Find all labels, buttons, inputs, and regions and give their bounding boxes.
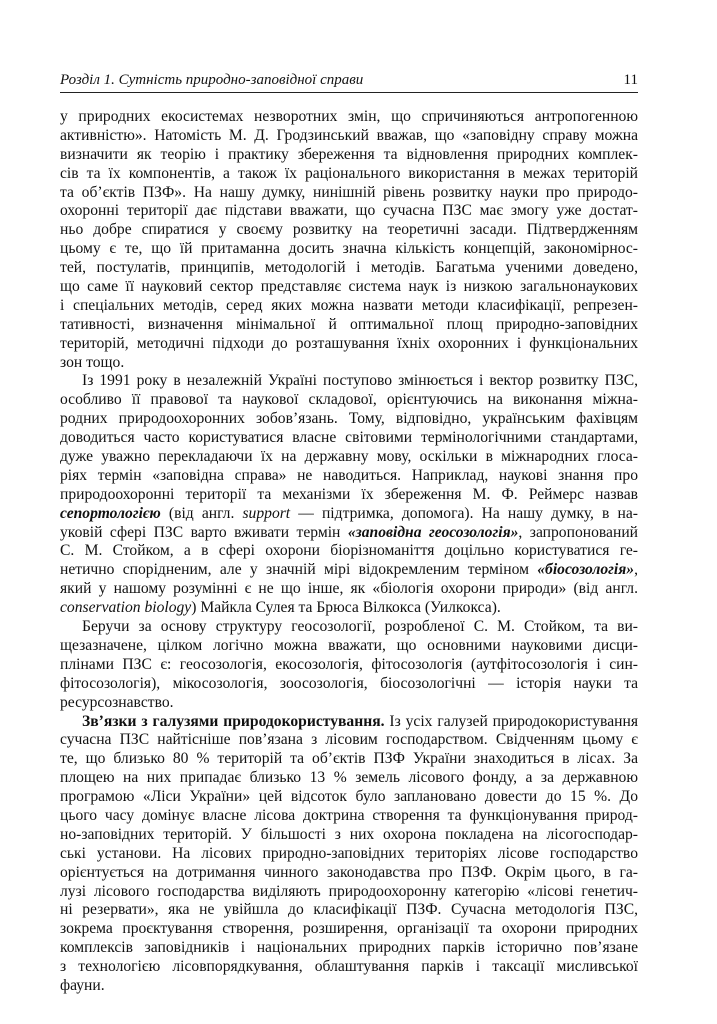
term-protected-geosozology: «заповідна геосозологія» bbox=[347, 523, 519, 541]
text-fragment: (від англ. bbox=[160, 504, 243, 522]
text-line: Беручи за основу структуру геосозології, розробленої С. М. Стойком, та ви- bbox=[82, 618, 638, 636]
text-line: активністю». Натомість М. Д. Гродзинський вважав, що «заповідну справу можна bbox=[60, 126, 638, 144]
text-line-with-term bbox=[60, 505, 638, 524]
text-line: особливо її правової та наукової складової, орієнтуючись на виконання міжна- bbox=[60, 391, 638, 409]
text-line: ріях термін «заповідна справа» не наводиться. Наприклад, наукові знання про bbox=[60, 466, 638, 484]
text-fragment: нетично спорідненим, але у значній мірі відокремленим терміном bbox=[60, 561, 538, 579]
text-line: цього часу домінує власне лісова доктрина створення та функціонування природ- bbox=[60, 806, 638, 824]
term-biosozology: «біосозологія» bbox=[537, 561, 635, 579]
text-line: орієнтується на дотримання чинного законодавства про ПЗФ. Окрім цього, в га- bbox=[60, 863, 638, 881]
section-heading: Зв’язки з галузями природокористування. bbox=[82, 712, 385, 730]
page-header bbox=[60, 70, 638, 93]
text-line: що саме її науковий сектор представляє система наук із низкою загальнонаукових bbox=[60, 278, 638, 296]
body-text bbox=[60, 108, 638, 996]
paragraph-3 bbox=[60, 618, 638, 712]
text-line: фітосозологія), мікосозологія, зоосозологія, біосозологічні — історія науки та bbox=[60, 674, 638, 692]
text-line: родних природоохоронних зобов’язань. Тому, відповідно, українським фахівцям bbox=[60, 410, 638, 428]
text-line: зон тощо. bbox=[60, 353, 125, 371]
text-line: тей, постулатів, принципів, методологій і методів. Багатьма ученими доведено, bbox=[60, 259, 638, 277]
term-conservation-biology: conservation biology bbox=[60, 599, 192, 617]
text-line: ські установи. На лісових природно-заповідних територіях лісове господарство bbox=[60, 844, 638, 862]
text-line: Із 1991 року в незалежній Україні поступово змінюється і вектор розвитку ПЗС, bbox=[82, 372, 638, 390]
text-line: лузі лісового господарства виділяють природоохоронну категорію «лісові генетич- bbox=[60, 882, 638, 900]
paragraph-2 bbox=[60, 372, 638, 618]
text-line: програмою «Ліси України» цей відсоток було заплановано довести до 15 %. До bbox=[60, 788, 638, 806]
text-line: з технологією лісовпорядкування, облаштування парків і таксації мисливської bbox=[60, 958, 638, 976]
text-line: плінами ПЗС є: геосозологія, екосозологія, фітосозологія (аутфітосозологія і син- bbox=[60, 655, 638, 673]
text-line: С. М. Стойком, а в сфері охорони біорізноманіття доцільно користуватися ге- bbox=[60, 542, 638, 560]
running-title: Розділ 1. Сутність природно-заповідної справи bbox=[60, 72, 364, 88]
text-line: те, що близько 80 % територій та об’єктів ПЗФ України знаходиться в лісах. За bbox=[60, 750, 638, 768]
text-fragment: , запропонований bbox=[518, 523, 638, 541]
text-fragment: Із усіх галузей природокористування bbox=[384, 712, 638, 730]
text-line: ні резервати», яка не увійшла до класифікації ПЗФ. Сучасна методологія ПЗС, bbox=[60, 901, 638, 919]
text-line: який у нашому розумінні є не що інше, як «біологія охорони природи» (від англ. bbox=[60, 580, 638, 598]
text-line-with-heading bbox=[60, 713, 638, 732]
page-number: 11 bbox=[623, 72, 638, 88]
text-line: визначити як теорію і практику збереження та відновлення природних комплек- bbox=[60, 145, 638, 163]
text-line-with-term bbox=[60, 524, 638, 543]
text-line: територій, методичні підходи до розташування їхніх охоронних і функціональних bbox=[60, 334, 638, 352]
paragraph-1 bbox=[60, 108, 638, 372]
text-line: но-заповідних територій. У більшості з них охорона покладена на лісогосподар- bbox=[60, 825, 638, 843]
text-line: природоохоронні території та механізми їх збереження М. Ф. Реймерс назвав bbox=[60, 485, 638, 503]
text-line: ньо добре спиратися у своєму розвитку на теоретичні засади. Підтвердженням bbox=[60, 221, 638, 239]
text-line: сів та їх компонентів, а також їх раціонального використання в межах територій bbox=[60, 164, 638, 182]
text-line: ресурсознавство. bbox=[60, 693, 174, 711]
text-line: фауни. bbox=[60, 976, 105, 994]
text-line: тативності, визначення мінімальної й оптимальної площ природно-заповідних bbox=[60, 315, 638, 333]
text-line: сучасна ПЗС найтісніше пов’язана з лісовим господарством. Свідченням цьому є bbox=[60, 731, 638, 749]
text-line: зокрема проєктування створення, розширення, організації та охорони природних bbox=[60, 920, 638, 938]
text-line-with-term bbox=[60, 599, 638, 618]
text-line: та об’єктів ПЗФ». На нашу думку, нинішній рівень розвитку науки про природо- bbox=[60, 183, 638, 201]
text-line: охоронні території дає підстави вважати, що сучасна ПЗС має змогу уже достат- bbox=[60, 202, 638, 220]
text-line: цьому є те, що їй притаманна досить значна кількість концепцій, закономірнос- bbox=[60, 240, 638, 258]
text-line: дуже уважно перекладаючи їх на державну мову, оскільки в міжнародних глоса- bbox=[60, 448, 638, 466]
text-line-with-term bbox=[60, 561, 638, 580]
text-line: і спеціальних методів, серед яких можна назвати методи класифікації, репрезен- bbox=[60, 296, 638, 314]
text-fragment: , bbox=[634, 561, 638, 579]
text-line: у природних екосистемах незворотних змін, що спричиняються антропогенною bbox=[60, 108, 638, 125]
term-sepportology: сепортологією bbox=[60, 504, 161, 522]
text-line: площею на них припадає близько 13 % земель лісового фонду, а за державною bbox=[60, 769, 638, 787]
text-line: комплексів заповідників і національних природних парків історично пов’язане bbox=[60, 939, 638, 957]
text-fragment: ) Майкла Сулея та Брюса Вілкокса (Уилкокса). bbox=[191, 599, 501, 617]
text-fragment: уковій сфері ПЗС варто вживати термін bbox=[60, 523, 348, 541]
text-line: щезазначене, цілком логічно можна вважати, що основними науковими дисци- bbox=[60, 636, 638, 654]
text-line: доводиться часто користуватися власне світовими термінологічними стандартами, bbox=[60, 429, 638, 447]
paragraph-4 bbox=[60, 713, 638, 996]
term-support: support bbox=[242, 504, 291, 522]
text-fragment: — підтримка, допомога). На нашу думку, в на- bbox=[290, 504, 638, 522]
